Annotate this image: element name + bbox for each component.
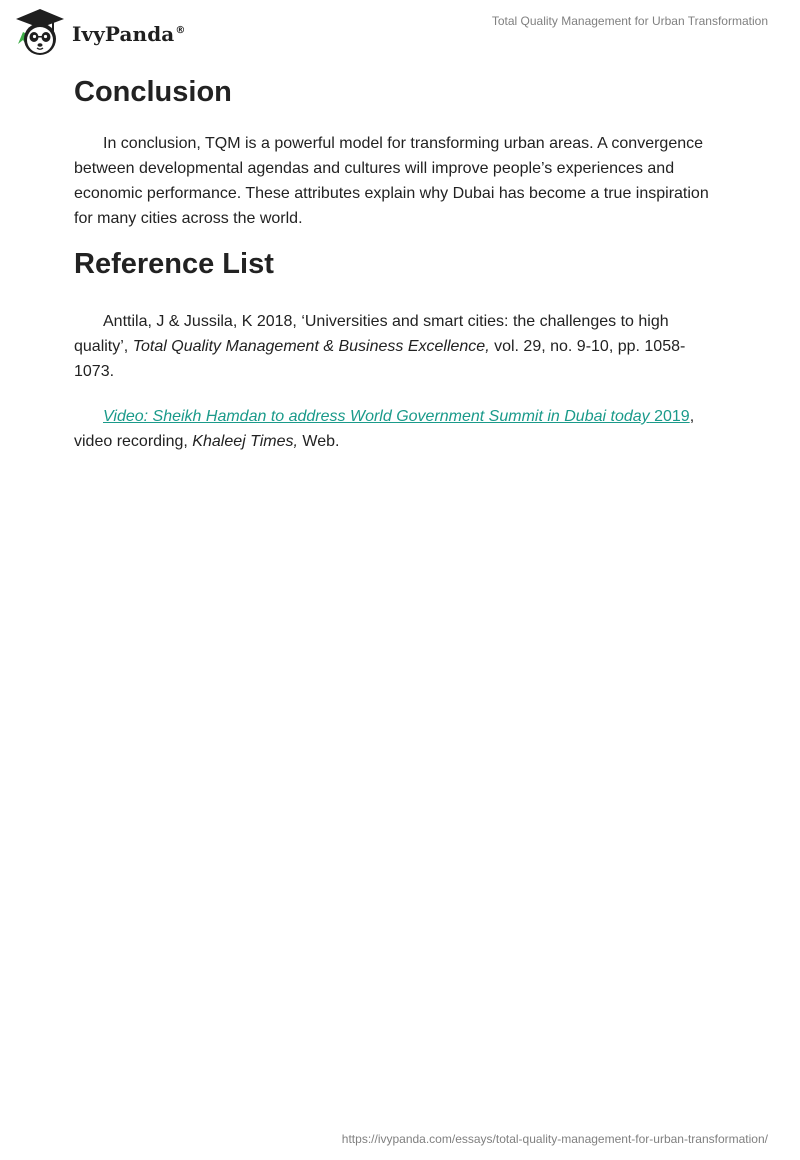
logo-wordmark: IvyPanda® xyxy=(72,22,186,46)
reference-medium: , video recording, xyxy=(74,408,695,450)
reference-authors-title: Anttila, J & Jussila, K 2018, ‘Universities and smart cities: the challenges to high quality’, xyxy=(74,313,669,355)
reference-video-link[interactable] xyxy=(103,408,690,425)
conclusion-heading: Conclusion xyxy=(74,76,232,108)
panda-graduate-icon xyxy=(14,6,66,58)
reference-item-khaleej xyxy=(74,404,724,454)
reference-web: Web. xyxy=(297,433,340,450)
reference-details: vol. 29, no. 9-10, pp. 1058-1073. xyxy=(74,338,686,380)
reference-publisher: Khaleej Times, xyxy=(192,433,298,450)
reference-journal: Total Quality Management & Business Excellence, xyxy=(132,338,490,355)
footer-source-url: https://ivypanda.com/essays/total-quality-management-for-urban-transformation/ xyxy=(341,1132,768,1146)
reference-link-title: Video: Sheikh Hamdan to address World Government Summit in Dubai today xyxy=(103,408,650,425)
document-header-title: Total Quality Management for Urban Transformation xyxy=(491,14,768,28)
ivypanda-logo[interactable] xyxy=(14,6,185,58)
conclusion-paragraph: In conclusion, TQM is a powerful model for transforming urban areas. A convergence between developmental agendas and cultures will improve people’s experiences and economic performance. These attributes explain why Dubai has become a true inspiration for many cities across the world. xyxy=(74,135,709,227)
reference-link-year: 2019 xyxy=(649,408,690,425)
document-body xyxy=(74,70,724,454)
registered-mark: ® xyxy=(175,25,186,36)
reference-item-anttila xyxy=(74,309,724,384)
reference-list-heading: Reference List xyxy=(74,248,274,280)
